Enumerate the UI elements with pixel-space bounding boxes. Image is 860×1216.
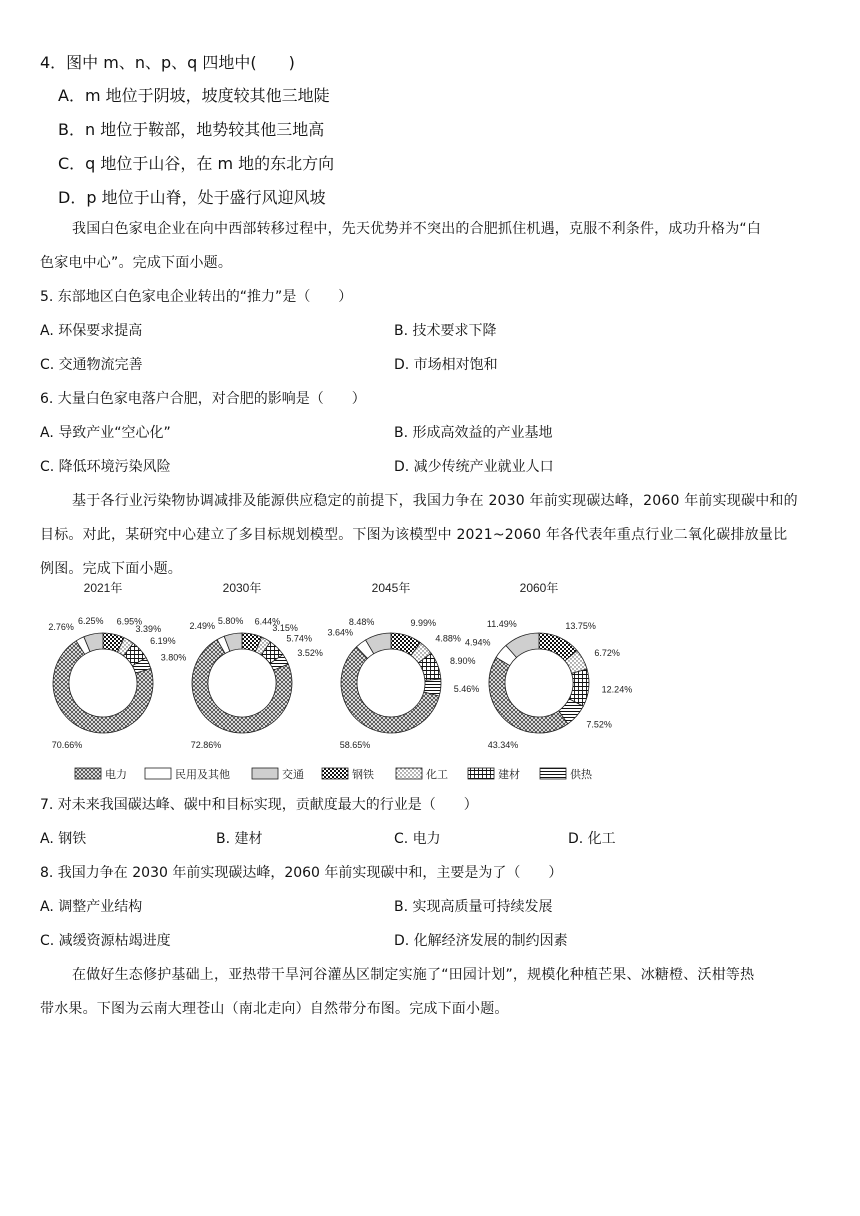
- donut-2045年: [327, 580, 479, 750]
- q6-option-a: A. 导致产业“空心化”: [40, 425, 171, 441]
- legend-label: 钢铁: [352, 769, 374, 781]
- intro1-line2: 色家电中心”。完成下面小题。: [40, 255, 233, 271]
- legend-swatch: [396, 768, 422, 779]
- q6-option-c: C. 降低环境污染风险: [40, 459, 171, 475]
- donut-label: 6.72%: [594, 648, 620, 659]
- legend-swatch: [75, 768, 101, 779]
- q6-option-b: B. 形成高效益的产业基地: [394, 425, 553, 441]
- chart-legend: [75, 767, 593, 781]
- q4-option-a: A．m 地位于阴坡，坡度较其他三地陡: [58, 86, 330, 105]
- intro1-line1: 我国白色家电企业在向中西部转移过程中，先天优势并不突出的合肥抓住机遇，克服不利条件，成功升格为“白: [72, 221, 762, 237]
- q4-option-b: B．n 地位于鞍部，地势较其他三地高: [58, 120, 325, 139]
- donut-label: 3.52%: [297, 647, 323, 658]
- donut-label: 12.24%: [601, 684, 633, 695]
- q8-option-d: D. 化解经济发展的制约因素: [394, 933, 568, 949]
- legend-label: 交通: [282, 769, 304, 781]
- q5-option-b: B. 技术要求下降: [394, 323, 497, 339]
- donut-title: 2030年: [222, 581, 262, 595]
- q7-option-c: C. 电力: [394, 831, 441, 847]
- q7-option-d: D. 化工: [568, 831, 616, 847]
- donut-label: 3.15%: [272, 622, 298, 633]
- q5-option-c: C. 交通物流完善: [40, 357, 143, 373]
- donut-label: 6.44%: [254, 616, 281, 627]
- donut-label: 2.49%: [189, 621, 216, 632]
- donut-slice-电力: [489, 657, 568, 733]
- intro2-line2: 目标。对此，某研究中心建立了多目标规划模型。下图为该模型中 2021~2060 年各代表年重点行业二氧化碳排放量比: [40, 527, 788, 543]
- legend-label: 建材: [498, 769, 520, 781]
- donut-2060年: [465, 580, 632, 750]
- q6-stem: 6. 大量白色家电落户合肥，对合肥的影响是（ ）: [40, 391, 366, 407]
- donut-2021年: [48, 580, 186, 750]
- q8-option-a: A. 调整产业结构: [40, 899, 143, 915]
- q4-stem: 4．图中 m、n、p、q 四地中( ): [40, 53, 295, 72]
- q7-stem: 7. 对未来我国碳达峰、碳中和目标实现，贡献度最大的行业是（ ）: [40, 797, 478, 813]
- donut-label: 72.86%: [190, 740, 222, 750]
- intro3-line2: 带水果。下图为云南大理苍山（南北走向）自然带分布图。完成下面小题。: [40, 1001, 509, 1017]
- donut-label: 2.76%: [48, 622, 74, 633]
- q4-option-d: D．p 地位于山脊，处于盛行风迎风坡: [58, 188, 326, 207]
- donut-label: 9.99%: [410, 618, 436, 629]
- donut-label: 70.66%: [51, 740, 83, 750]
- donut-label: 5.80%: [217, 616, 244, 627]
- q5-stem: 5. 东部地区白色家电企业转出的“推力”是（ ）: [40, 289, 353, 305]
- legend-swatch: [252, 768, 278, 779]
- q8-stem: 8. 我国力争在 2030 年前实现碳达峰，2060 年前实现碳中和，主要是为了（ ）: [40, 865, 563, 881]
- donut-title: 2045年: [371, 581, 411, 595]
- donut-label: 58.65%: [339, 740, 371, 750]
- q4-option-c: C．q 地位于山谷，在 m 地的东北方向: [58, 154, 335, 173]
- legend-label: 供热: [570, 769, 592, 781]
- intro2-line1: 基于各行业污染物协调减排及能源供应稳定的前提下，我国力争在 2030 年前实现碳达峰，2060 年前实现碳中和的: [72, 493, 798, 509]
- donut-label: 4.88%: [435, 633, 461, 644]
- legend-swatch: [468, 768, 494, 779]
- q6-option-d: D. 减少传统产业就业人口: [394, 459, 554, 475]
- legend-label: 化工: [426, 769, 448, 781]
- donut-label: 6.25%: [77, 616, 104, 627]
- q5-option-d: D. 市场相对饱和: [394, 357, 498, 373]
- q5-option-a: A. 环保要求提高: [40, 323, 143, 339]
- donut-label: 13.75%: [565, 620, 596, 631]
- legend-swatch: [540, 768, 566, 779]
- q7-option-b: B. 建材: [216, 831, 263, 847]
- q8-option-c: C. 减缓资源枯竭进度: [40, 933, 171, 949]
- donut-label: 3.64%: [327, 627, 354, 638]
- intro3-line1: 在做好生态修护基础上，亚热带干旱河谷灌丛区制定实施了“田园计划”，规模化种植芒果、冰糖橙、沃柑等热: [72, 967, 755, 983]
- donut-label: 3.80%: [160, 652, 187, 663]
- donut-label: 3.39%: [135, 624, 162, 635]
- donut-label: 11.49%: [486, 619, 517, 630]
- donut-label: 5.74%: [286, 633, 312, 644]
- donut-label: 8.48%: [348, 617, 375, 628]
- donut-label: 8.90%: [450, 655, 476, 666]
- donut-label: 5.46%: [453, 683, 480, 694]
- donut-label: 4.94%: [465, 637, 491, 648]
- emission-share-donut-charts: [30, 578, 830, 788]
- legend-label: 电力: [105, 769, 127, 781]
- donut-label: 6.19%: [150, 636, 176, 647]
- donut-label: 6.95%: [116, 616, 143, 627]
- donut-2030年: [189, 580, 322, 750]
- q7-option-a: A. 钢铁: [40, 831, 87, 847]
- legend-swatch: [145, 768, 171, 779]
- intro2-line3: 例图。完成下面小题。: [40, 561, 182, 577]
- donut-title: 2060年: [519, 581, 559, 595]
- q8-option-b: B. 实现高质量可持续发展: [394, 899, 553, 915]
- legend-swatch: [322, 768, 348, 779]
- donut-label: 43.34%: [487, 740, 519, 750]
- donut-label: 7.52%: [586, 719, 612, 730]
- legend-label: 民用及其他: [175, 769, 230, 781]
- donut-title: 2021年: [83, 581, 123, 595]
